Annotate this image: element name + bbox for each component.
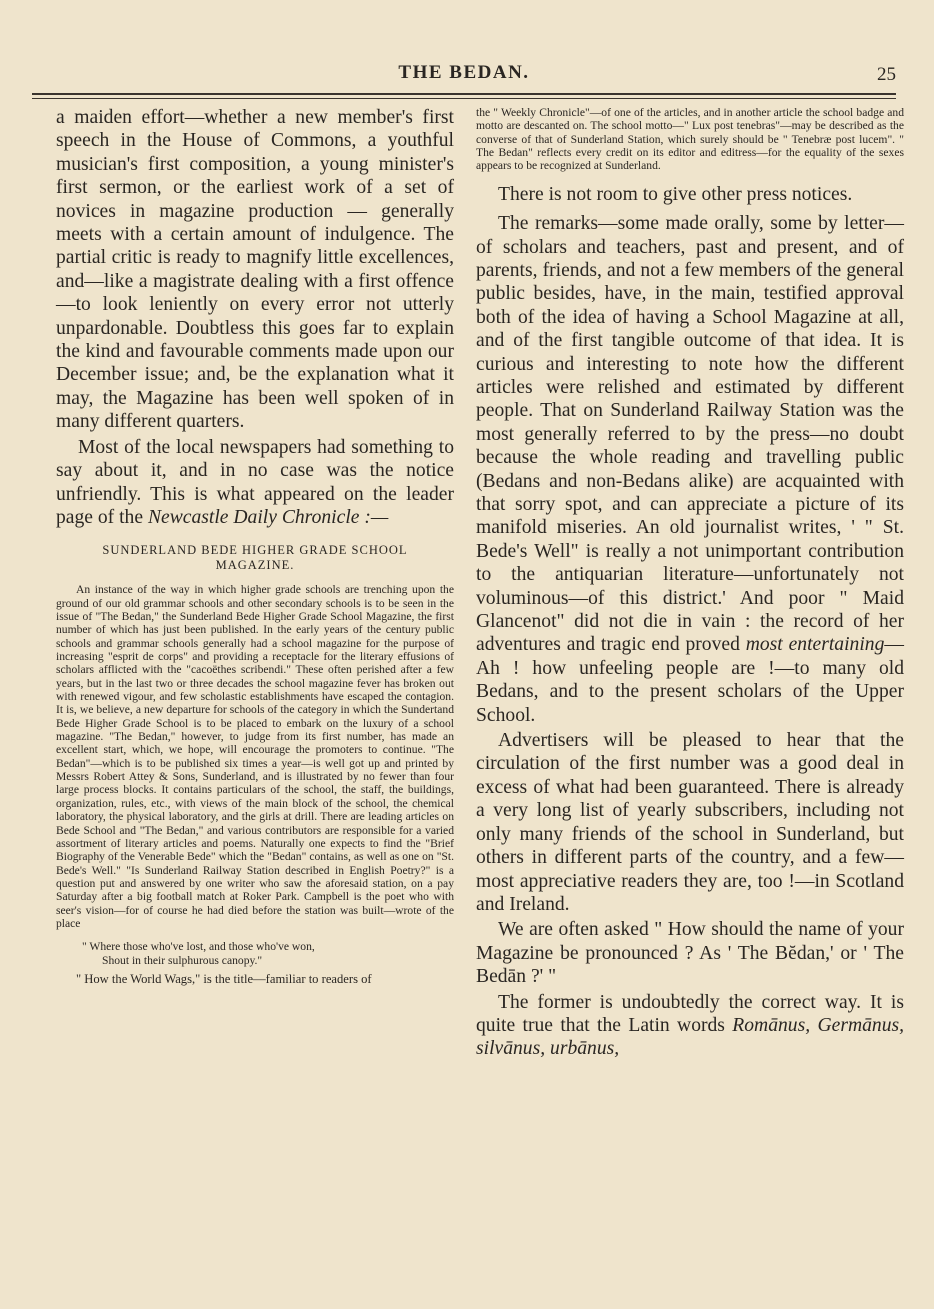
- paragraph: [476, 212, 904, 727]
- paragraph: [476, 991, 904, 1061]
- paragraph: a maiden effort—whether a new member's first speech in the House of Commons, a youthful musician's first composition, a young minister's first sermon, or the earliest work of a set of novices in magazine production — generally meets with a certain amount of indulgence. The partial critic is ready to magnify little excellences, and—like a magistrate dealing with a first offence—to look leniently on every error not utterly unpardonable. Doubtless this goes far to explain the kind and favourable comments made upon our December issue; and, be the explanation what it may, the Magazine has been well spoken of in many different quarters.: [56, 107, 454, 433]
- spacer: [476, 173, 904, 181]
- newspaper-quote: An instance of the way in which higher grade schools are trenching upon the ground of our old grammar schools and other secondary schools is to be seen in the issue of "The Bedan," the Sunderland Bede Higher Grade School Magazine, the first number of which has just been published. In the early years of the century public schools and grammar schools generally had a school magazine for the purpose of increasing "esprit de corps" and providing a receptacle for the literary effusions of scholars afflicted with the "cacoëthes scribendi." These often perished after a few years, but in the last two or three decades the school magazine fever has broken out with renewed vigour, and few scholastic establishments have escaped the contagion. It is, we believe, a new departure for schools of the category in which the Sundertand Bede Higher Grade School is to be placed to embark on the luxury of a school magazine. "The Bedan," however, to judge from its first number, has made an excellent start, which, we hope, will encourage the promoters to continue. "The Bedan"—which is to be published six times a year—is well got up and printed by Messrs Robert Attey & Sons, Sunderland, and is illustrated by no fewer than four large process blocks. It contains particulars of the school, the staff, the buildings, organization, rules, etc., with views of the main block of the school, the chemical laboratory, the physical laboratory, and the girls at drill. There are leading articles on Bede School and "The Bedan," and various contributors are responsible for a varied assortment of literary articles and poems. Naturally one expects to find the "Brief Biography of the Venerable Bede" which the "Bedan" contains, as well as one on "St. Bede's Well." "Is Sunderland Railway Station described in English Poetry?" is a question put and answered by one writer who saw the aforesaid station, on a pay Saturday after a big football match at Roker Park. Campbell is the poet who with seer's vision—for of course he had died before the station was built—wrote of the place: [56, 583, 454, 930]
- paragraph-text: —Ah ! how unfeeling people are !—to many old Bedans, and to the present scholars of the Upper School.: [476, 634, 904, 726]
- verse-quote: [82, 940, 454, 967]
- quote-tail: " How the World Wags," is the title—familiar to readers of: [76, 972, 372, 987]
- paragraph-text: The remarks—some made orally, some by letter—of scholars and teachers, past and present, and of parents, friends, and not a few members of the general public besides, have, in the main, testified approval both of the idea of having a School Magazine at all, and of the first tangible outcome of that idea. It is curious and interesting to note how the different articles were relished and estimated by different people. That on Sunderland Railway Station was the most generally referred to by the press—no doubt because the whole reading and travelling public (Bedans and non-Bedans alike) are acquainted with that sorry spot, and can appreciate a picture of its manifold miseries. An old journalist writes, ' " St. Bede's Well" is really a not unimportant contribution to the antiquarian literature—unfortunately not voluminous—of this district.' And poor " Maid Glancenot" did not die in vain : the record of her adventures and tragic end proved: [476, 213, 904, 656]
- header-rule-thin: [32, 98, 896, 99]
- paragraph-text: The former is undoubtedly the correct way. It is quite true that the Latin words: [476, 991, 904, 1036]
- newspaper-quote-continued: the " Weekly Chronicle"—of one of the articles, and in another article the school badge and motto are descanted on. The school motto—" Lux post tenebras"—may be described as the converse of that of Sunderland Station, which surely should be " Tenebræ post lucem". " The Bedan" reflects every credit on its editor and editress—for the equality of the sexes appears to be recognized at Sunderland.: [476, 106, 904, 173]
- left-column: [56, 106, 454, 986]
- running-title: THE BEDAN.: [398, 62, 530, 83]
- paragraph: Advertisers will be pleased to hear that the circulation of the first number was a good deal in excess of what had been guaranteed. There is already a very long list of yearly subscribers, including not only many friends of the school in Sunderland, but others in different parts of the country, and a few—most appreciative readers they are, too !—in Scotland and Ireland.: [476, 730, 904, 915]
- verse-line: " Where those who've lost, and those who've won,: [82, 940, 315, 954]
- emphasis: most entertaining: [745, 634, 885, 656]
- header-rule-thick: [32, 93, 896, 95]
- paragraph: We are often asked " How should the name of your Magazine be pronounced ? As ' The Bĕdan,' or ' The Bedān ?' ": [476, 919, 904, 988]
- latin-words: Romānus, Germānus, silvānus, urbānus,: [476, 1014, 905, 1060]
- newspaper-title: Newcastle Daily Chronicle :—: [147, 506, 389, 528]
- page-number: 25: [877, 64, 896, 85]
- paragraph: There is not room to give other press notices.: [498, 183, 853, 205]
- right-column: [476, 106, 904, 1061]
- paragraph-text: Most of the local newspapers had something to say about it, and in no case was the notice unfriendly. This is what appeared on the leader page of the: [56, 436, 454, 528]
- paragraph: [56, 436, 454, 530]
- page-header: [32, 58, 896, 88]
- quote-heading: SUNDERLAND BEDE HIGHER GRADE SCHOOL MAGAZINE.: [102, 543, 408, 573]
- verse-line: Shout in their sulphurous canopy.": [102, 953, 263, 967]
